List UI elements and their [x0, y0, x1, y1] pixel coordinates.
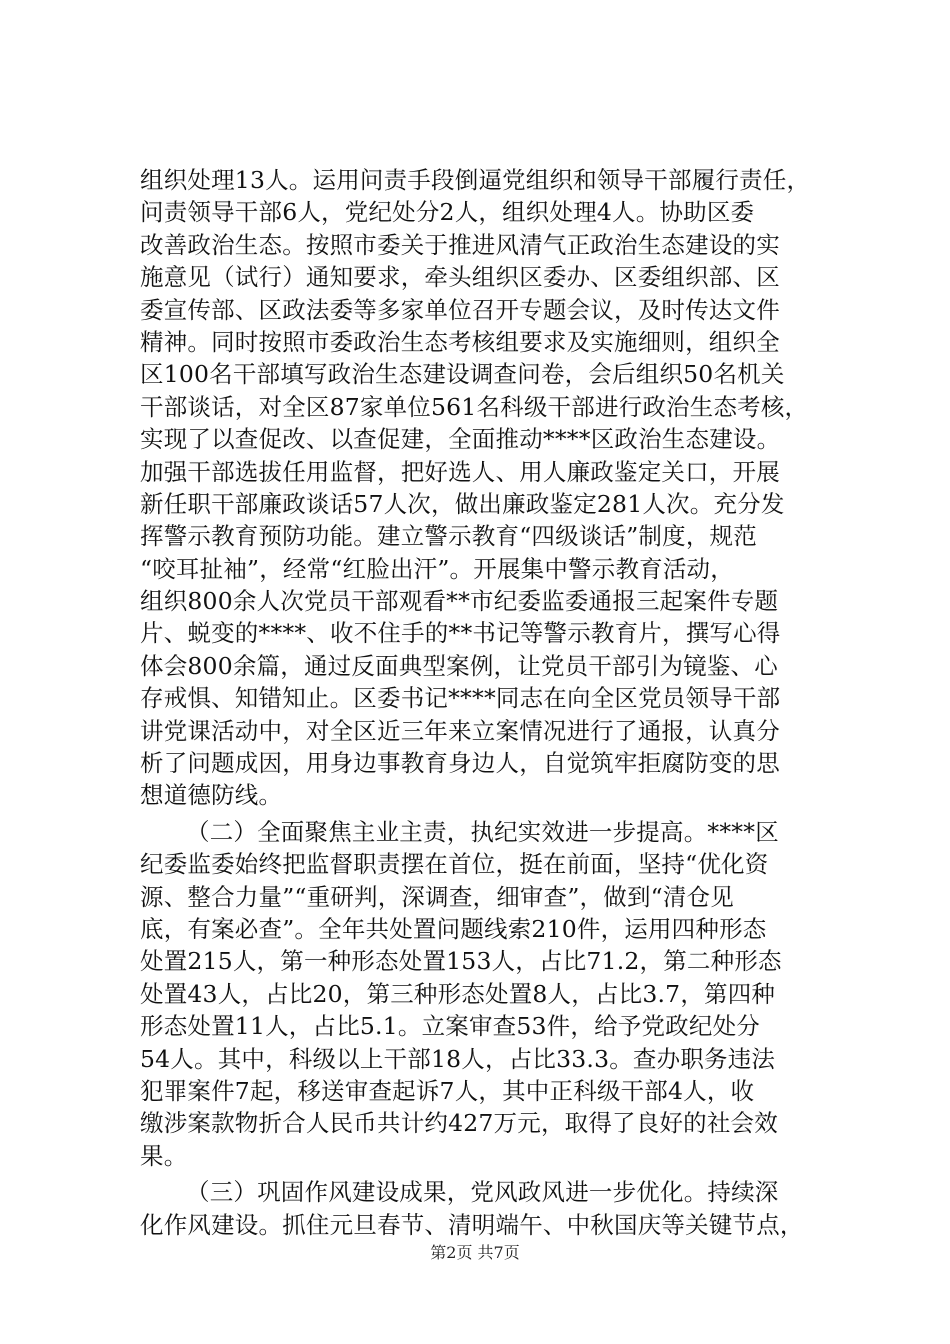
document-body: [140, 164, 840, 1241]
text-line: 析了问题成因，用身边事教育身边人，自觉筑牢拒腐防变的思: [140, 749, 780, 778]
text-line: （二）全面聚焦主业主责，执纪实效进一步提高。****区: [186, 817, 779, 846]
text-line: 处置43人，占比20，第三种形态处置8人，占比3.7，第四种: [140, 979, 776, 1008]
text-line: 体会800余篇，通过反面典型案例，让党员干部引为镜鉴、心: [140, 651, 778, 680]
text-line: “咬耳扯袖”，经常“红脸出汗”。开展集中警示教育活动，: [140, 554, 734, 583]
text-line: 化作风建设。抓住元旦春节、清明端午、中秋国庆等关键节点，: [140, 1210, 804, 1239]
text-line: 缴涉案款物折合人民币共计约427万元，取得了良好的社会效: [140, 1109, 778, 1138]
text-line: 加强干部选拔任用监督，把好选人、用人廉政鉴定关口，开展: [140, 457, 780, 486]
text-line: 委宣传部、区政法委等多家单位召开专题会议，及时传达文件: [140, 295, 780, 324]
text-line: 挥警示教育预防功能。建立警示教育“四级谈话”制度，规范: [140, 522, 757, 551]
text-line: 果。: [140, 1141, 188, 1170]
text-line: 实现了以查促改、以查促建，全面推动****区政治生态建设。: [140, 425, 781, 454]
text-line: 干部谈话，对全区87家单位561名科级干部进行政治生态考核，: [140, 392, 809, 421]
text-line: 组织处理13人。运用问责手段倒逼党组织和领导干部履行责任，: [140, 166, 811, 194]
text-line: 底，有案必查”。全年共处置问题线索210件，运用四种形态: [140, 914, 767, 943]
text-line: 形态处置11人，占比5.1。立案审查53件，给予党政纪处分: [140, 1012, 760, 1041]
page-footer: 第2页 共7页: [430, 1243, 520, 1262]
text-line: 施意见（试行）通知要求，牵头组织区委办、区委组织部、区: [140, 263, 780, 292]
text-line: 改善政治生态。按照市委关于推进风清气正政治生态建设的实: [140, 230, 780, 259]
text-line: 想道德防线。: [140, 781, 283, 810]
text-line: 新任职干部廉政谈话57人次，做出廉政鉴定281人次。充分发: [140, 489, 785, 518]
text-line: 犯罪案件7起，移送审查起诉7人，其中正科级干部4人，收: [140, 1076, 755, 1105]
text-line: （三）巩固作风建设成果，党风政风进一步优化。持续深: [186, 1178, 779, 1207]
text-line: 区100名干部填写政治生态建设调查问卷，会后组织50名机关: [140, 360, 785, 389]
text-line: 讲党课活动中，对全区近三年来立案情况进行了通报，认真分: [140, 716, 780, 745]
text-line: 源、整合力量”“重研判，深调查，细审查”，做到“清仓见: [140, 882, 734, 911]
text-line: 纪委监委始终把监督职责摆在首位，挺在前面，坚持“优化资: [140, 850, 769, 879]
text-line: 存戒惧、知错知止。区委书记****同志在向全区党员领导干部: [140, 684, 781, 713]
text-line: 处置215人，第一种形态处置153人，占比71.2，第二种形态: [140, 947, 782, 976]
text-line: 问责领导干部6人，党纪处分2人，组织处理4人。协助区委: [140, 198, 755, 227]
text-line: 精神。同时按照市委政治生态考核组要求及实施细则，组织全: [140, 327, 780, 356]
text-line: 组织800余人次党员干部观看**市纪委监委通报三起案件专题: [140, 587, 779, 616]
text-line: 片、蜕变的****、收不住手的**书记等警示教育片，撰写心得: [140, 619, 781, 648]
text-line: 54人。其中，科级以上干部18人，占比33.3。查办职务违法: [140, 1044, 776, 1073]
